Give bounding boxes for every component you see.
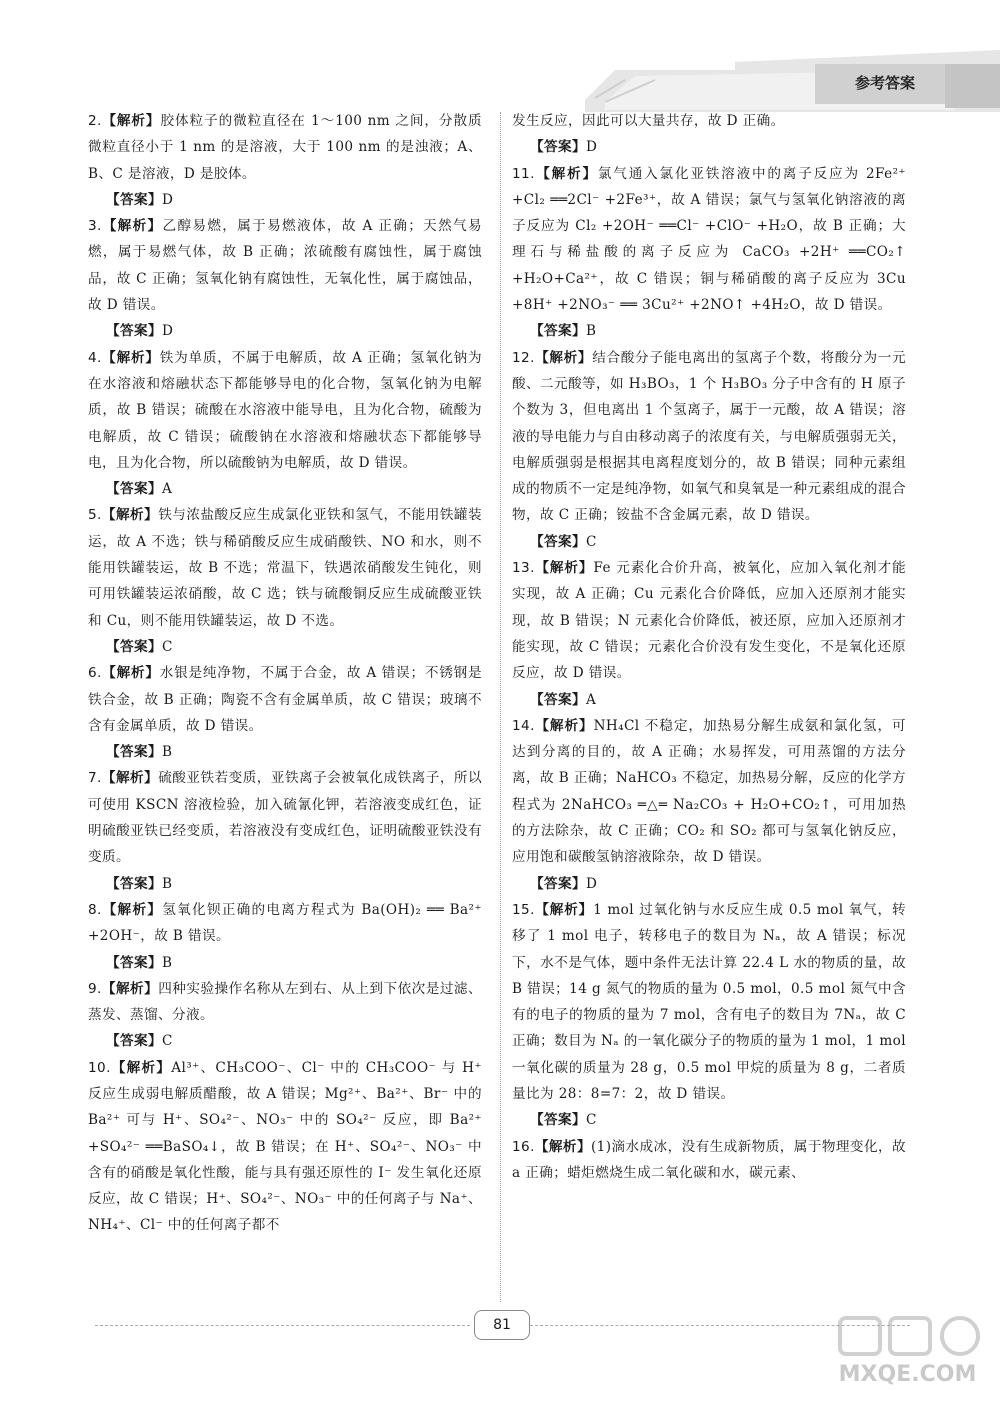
explanation-entry — [512, 108, 906, 134]
column-divider — [500, 112, 501, 1302]
analysis-text: 氢氧化钡正确的电离方程式为 Ba(OH)₂ ══ Ba²⁺ +2OH⁻，故 B 错误。 — [88, 901, 482, 945]
header-title: 参考答案 — [854, 74, 915, 92]
explanation-entry — [512, 713, 906, 871]
answer-line — [512, 318, 906, 344]
analysis-tag: 【解析】 — [534, 717, 594, 734]
explanation-entry — [88, 213, 482, 318]
answer-tag: 【答案】 — [530, 533, 586, 550]
watermark-logo — [820, 1312, 995, 1397]
analysis-text: 结合酸分子能电离出的氢离子个数，将酸分为一元酸、二元酸等，如 H₃BO₃，1 个 H₃BO₃ 分子中含有的 H 原子个数为 3，但电离出 1 个氢离子，属于一元酸，故 A 错误；溶液的导电能力与自由移动离子的浓度有关，与电解质强弱无关，电解质强弱是根据其电离程度划分的，故 B 错误；同种元素组成的物质不一定是纯净物，如氧气和臭氧是一种元素组成的混合物，故 C 正确；铵盐不含金属元素，故 D 错误。 — [512, 349, 906, 524]
question-number: 5. — [88, 507, 102, 524]
answer-letter: D — [161, 191, 174, 208]
explanation-entry — [512, 555, 906, 686]
answer-tag: 【答案】 — [106, 191, 162, 208]
explanation-entry — [88, 108, 482, 187]
question-number: 16. — [512, 1138, 535, 1155]
explanation-entry — [88, 1055, 482, 1239]
question-number: 9. — [88, 980, 102, 997]
question-number: 2. — [88, 113, 102, 129]
question-number: 10. — [88, 1059, 111, 1076]
analysis-tag: 【解析】 — [101, 113, 161, 129]
analysis-tag: 【解析】 — [101, 665, 160, 682]
answer-tag: 【答案】 — [106, 638, 162, 655]
analysis-tag: 【解析】 — [534, 1138, 591, 1155]
answer-line — [88, 634, 482, 660]
answer-tag: 【答案】 — [530, 691, 586, 708]
question-number: 7. — [88, 770, 102, 787]
analysis-tag: 【解析】 — [101, 980, 159, 997]
question-number: 11. — [512, 165, 535, 182]
explanation-entry — [512, 345, 906, 529]
explanation-entry — [512, 161, 906, 319]
explanation-entry — [88, 660, 482, 739]
analysis-text: 水银是纯净物，不属于合金，故 A 错误；不锈钢是铁合金，故 B 正确；陶瓷不含有金属单质，故 C 错误；玻璃不含有金属单质，故 D 错误。 — [88, 665, 482, 734]
explanation-entry — [88, 502, 482, 633]
analysis-tag: 【解析】 — [534, 560, 594, 577]
answer-line — [512, 1107, 906, 1133]
answer-letter: C — [161, 638, 173, 655]
answer-tag: 【答案】 — [106, 1033, 162, 1050]
analysis-tag: 【解析】 — [101, 770, 159, 787]
answer-tag: 【答案】 — [106, 875, 162, 892]
analysis-tag: 【解析】 — [110, 1059, 172, 1076]
answer-line — [88, 950, 482, 976]
analysis-tag: 【解析】 — [101, 901, 163, 918]
question-number: 6. — [88, 665, 102, 682]
answer-tag: 【答案】 — [530, 1112, 586, 1129]
footer-rule-left — [95, 1325, 470, 1326]
answer-tag: 【答案】 — [106, 481, 162, 498]
analysis-text: 氯气通入氯化亚铁溶液中的离子反应为 2Fe²⁺ +Cl₂ ══2Cl⁻ +2Fe³⁺，故 A 错误；氯气与氢氧化钠溶液的离子反应为 Cl₂ +2OH⁻ ══Cl⁻ +ClO⁻ +H₂O，故 B 正确；大理石与稀盐酸的离子反应为 CaCO₃ +2H⁺ ══CO₂↑ +H₂O+Ca²⁺，故 C 错误；铜与稀硝酸的离子反应为 3Cu +8H⁺ +2NO₃⁻ ══ 3Cu²⁺ +2NO↑ +4H₂O，故 D 错误。 — [512, 165, 906, 314]
analysis-tag: 【解析】 — [534, 349, 593, 366]
analysis-text: 发生反应，因此可以大量共存，故 D 正确。 — [512, 113, 785, 129]
answer-letter: A — [161, 481, 173, 498]
analysis-text: (1)滴水成冰，没有生成新物质，属于物理变化，故 a 正确；蜡炬燃烧生成二氧化碳和水，碳元素、 — [512, 1138, 906, 1181]
analysis-text: NH₄Cl 不稳定，加热易分解生成氨和氯化氢，可达到分离的目的，故 A 正确；水易挥发，可用蒸馏的方法分离，故 B 正确；NaHCO₃ 不稳定，加热易分解，反应的化学方程式为 2NaHCO₃ ═△═ Na₂CO₃ + H₂O+CO₂↑，可用加热的方法除杂，故 C 正确；CO₂ 和 SO₂ 都可与氢氧化钠反应，应用饱和碳酸氢钠溶液除杂，故 D 错误。 — [512, 717, 906, 866]
question-number: 3. — [88, 218, 102, 235]
answer-letter: A — [585, 691, 597, 708]
answer-letter: B — [585, 323, 597, 340]
analysis-text: 胶体粒子的微粒直径在 1～100 nm 之间，分散质微粒直径小于 1 nm 的是溶液，大于 100 nm 的是浊液；A、B、C 是溶液，D 是胶体。 — [88, 113, 482, 182]
answer-line — [88, 1028, 482, 1054]
analysis-text: 硫酸亚铁若变质，亚铁离子会被氧化成铁离子，所以可使用 KSCN 溶液检验，加入硫氰化钾，若溶液变成红色，证明硫酸亚铁已经变质，若溶液没有变成红色，证明硫酸亚铁没有变质。 — [88, 770, 482, 866]
answer-letter: C — [585, 533, 597, 550]
answer-tag: 【答案】 — [106, 323, 162, 340]
explanation-entry — [512, 1134, 906, 1187]
answer-letter: D — [161, 323, 174, 340]
answer-letter: C — [585, 1112, 597, 1129]
watermark-emblem-icon — [820, 1312, 995, 1362]
answer-letter: B — [161, 954, 173, 971]
answer-line — [512, 871, 906, 897]
page-number: 81 — [474, 1310, 530, 1340]
answer-tag: 【答案】 — [530, 323, 586, 340]
answer-line — [512, 687, 906, 713]
answer-letter: B — [161, 744, 173, 761]
question-number: 13. — [512, 560, 535, 577]
analysis-text: 铁为单质，不属于电解质，故 A 正确；氢氧化钠为在水溶液和熔融状态下都能够导电的化合物，氢氧化钠为电解质，故 B 错误；硫酸在水溶液中能导电，且为化合物，硫酸为电解质，故 C 错误；硫酸钠在水溶液和熔融状态下都能够导电，且为化合物，所以硫酸钠为电解质，故 D 错误。 — [88, 349, 482, 471]
answer-line — [88, 476, 482, 502]
explanation-entry — [88, 976, 482, 1029]
analysis-tag: 【解析】 — [534, 165, 598, 182]
answer-tag: 【答案】 — [106, 954, 162, 971]
explanation-entry — [88, 897, 482, 950]
answer-letter: B — [161, 875, 173, 892]
answer-line — [88, 187, 482, 213]
analysis-text: Fe 元素化合价升高，被氧化，应加入氧化剂才能实现，故 A 正确；Cu 元素化合价降低，应加入还原剂才能实现，故 B 错误；N 元素化合价降低，被还原，应加入还原剂才能实现，故 C 错误；元素化合价没有发生变化，不是氧化还原反应，故 D 错误。 — [512, 560, 906, 682]
answer-letter: D — [585, 139, 598, 156]
analysis-text: 乙醇易燃，属于易燃液体，故 A 正确；天然气易燃，属于易燃气体，故 B 正确；浓硫酸有腐蚀性，属于腐蚀品，故 C 正确；氢氧化钠有腐蚀性，无氧化性，属于腐蚀品，故 D 错误。 — [88, 218, 482, 314]
answer-line — [512, 134, 906, 160]
right-column — [512, 108, 906, 1186]
analysis-tag: 【解析】 — [101, 218, 163, 235]
question-number: 14. — [512, 717, 535, 734]
answer-tag: 【答案】 — [106, 744, 162, 761]
question-number: 15. — [512, 901, 535, 918]
analysis-text: Al³⁺、CH₃COO⁻、Cl⁻ 中的 CH₃COO⁻ 与 H⁺ 反应生成弱电解质醋酸，故 A 错误；Mg²⁺、Ba²⁺、Br⁻ 中的 Ba²⁺ 可与 H⁺、SO₄²⁻、NO₃⁻ 中的 SO₄²⁻ 反应，即 Ba²⁺ +SO₄²⁻ ══BaSO₄↓，故 B 错误；在 H⁺、SO₄²⁻、NO₃⁻ 中含有的硝酸是氧化性酸，能与具有强还原性的 I⁻ 发生氧化还原反应，故 C 错误；H⁺、SO₄²⁻、NO₃⁻ 中的任何离子与 Na⁺、NH₄⁺、Cl⁻ 中的任何离子都不 — [88, 1059, 482, 1234]
analysis-text: 四种实验操作名称从左到右、从上到下依次是过滤、蒸发、蒸馏、分液。 — [88, 980, 482, 1024]
answer-line — [88, 739, 482, 765]
question-number: 4. — [88, 349, 102, 366]
watermark-url: MXQE.COM — [838, 1362, 977, 1387]
analysis-tag: 【解析】 — [101, 349, 160, 366]
answer-line — [88, 871, 482, 897]
answer-letter: C — [161, 1033, 173, 1050]
analysis-text: 1 mol 过氧化钠与水反应生成 0.5 mol 氧气，转移了 1 mol 电子，转移电子的数目为 Nₐ，故 A 错误；标况下，水不是气体，题中条件无法计算 22.4 L 水的物质的量，故 B 错误；14 g 氮气的物质的量为 0.5 mol，0.5 mol 氮气中含有的电子的物质的量为 7 mol，含有电子的数目为 7Nₐ，故 C 正确；数目为 Nₐ 的一氧化碳分子的物质的量为 1 mol，1 mol 一氧化碳的质量为 28 g，0.5 mol 甲烷的质量为 8 g，二者质量比为 28：8=7：2，故 D 错误。 — [512, 901, 906, 1102]
answer-line — [512, 529, 906, 555]
explanation-entry — [512, 897, 906, 1107]
explanation-entry — [88, 345, 482, 476]
answer-letter: D — [585, 875, 598, 892]
analysis-tag: 【解析】 — [101, 507, 159, 524]
left-column — [88, 108, 482, 1239]
question-number: 12. — [512, 349, 535, 366]
answer-line — [88, 318, 482, 344]
explanation-entry — [88, 765, 482, 870]
analysis-tag: 【解析】 — [534, 901, 594, 918]
analysis-text: 铁与浓盐酸反应生成氯化亚铁和氢气，不能用铁罐装运，故 A 不选；铁与稀硝酸反应生成硝酸铁、NO 和水，则不能用铁罐装运，故 B 不选；常温下，铁遇浓硝酸发生钝化，则可用铁罐装运浓硝酸，故 C 选；铁与硫酸铜反应生成硫酸亚铁和 Cu，则不能用铁罐装运，故 D 不选。 — [88, 507, 482, 629]
question-number: 8. — [88, 901, 102, 918]
answer-tag: 【答案】 — [530, 139, 586, 156]
answer-tag: 【答案】 — [530, 875, 586, 892]
